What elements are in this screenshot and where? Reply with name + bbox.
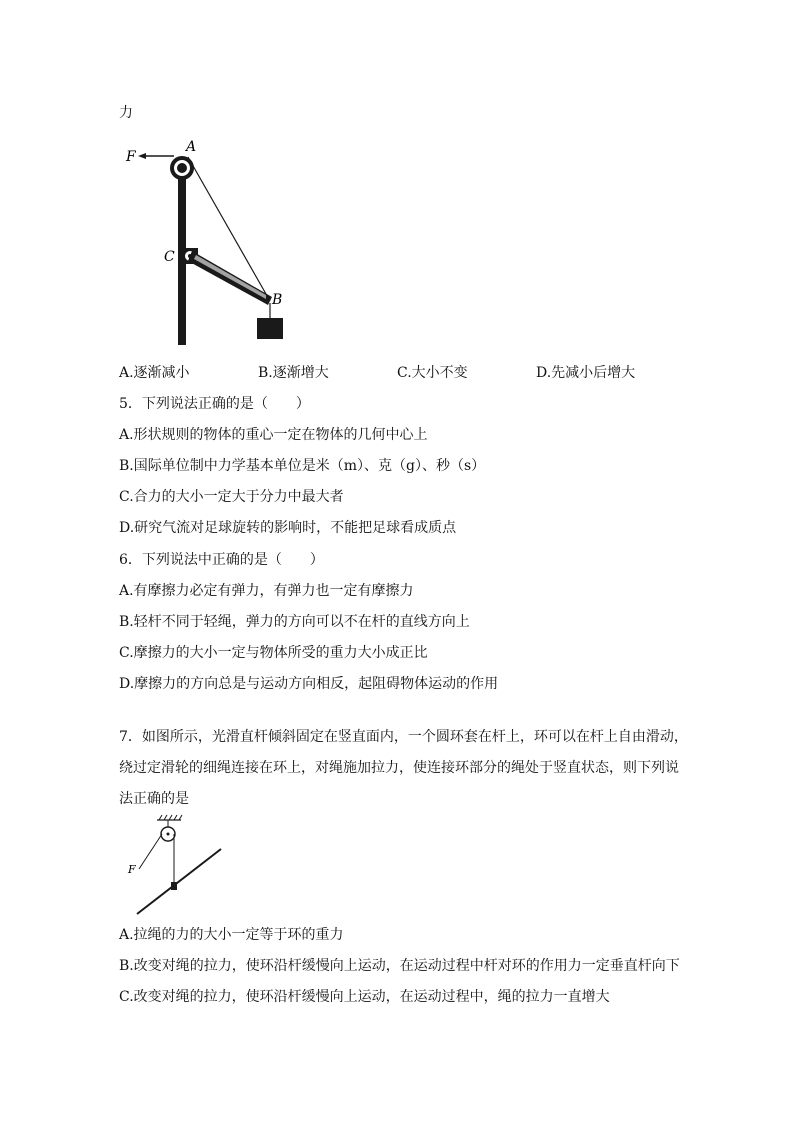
q7-stem-line-3: 法正确的是 <box>119 791 189 807</box>
q7-stem-line-2: 绕过定滑轮的细绳连接在环上，对绳施加拉力，使连接环部分的绳处于竖直状态，则下列说 <box>119 760 679 776</box>
label-a: A <box>186 139 197 155</box>
q4-option-b[interactable]: B.逐渐增大 <box>258 365 329 381</box>
q5-option-d[interactable]: D.研究气流对足球旋转的影响时，不能把足球看成质点 <box>119 520 457 536</box>
inclined-rod <box>137 849 221 914</box>
label-f: F <box>128 863 136 876</box>
q5-option-b[interactable]: B.国际单位制中力学基本单位是米（m）、克（g）、秒（s） <box>119 458 486 474</box>
label-c: C <box>164 249 175 265</box>
q7-option-b[interactable]: B.改变对绳的拉力，使环沿杆缓慢向上运动，在运动过程中杆对环的作用力一定垂直杆向下 <box>119 958 680 974</box>
q6-stem: 6．下列说法中正确的是（ ） <box>119 552 324 568</box>
q6-option-b[interactable]: B.轻杆不同于轻绳，弹力的方向可以不在杆的直线方向上 <box>119 614 470 630</box>
q7-option-a[interactable]: A.拉绳的力的大小一定等于环的重力 <box>119 927 344 943</box>
label-b: B <box>272 292 283 308</box>
q4-figure <box>120 135 295 350</box>
q6-option-a[interactable]: A.有摩擦力必定有弹力，有弹力也一定有摩擦力 <box>119 583 414 599</box>
q6-option-c[interactable]: C.摩擦力的大小一定与物体所受的重力大小成正比 <box>119 645 428 661</box>
q7-option-c[interactable]: C.改变对绳的拉力，使环沿杆缓慢向上运动，在运动过程中，绳的拉力一直增大 <box>119 989 610 1005</box>
q4-option-d[interactable]: D.先减小后增大 <box>536 365 636 381</box>
q5-stem: 5．下列说法正确的是（ ） <box>119 396 310 412</box>
q5-option-a[interactable]: A.形状规则的物体的重心一定在物体的几何中心上 <box>119 427 428 443</box>
ring <box>171 882 177 890</box>
q4-option-c[interactable]: C.大小不变 <box>397 365 468 381</box>
q4-prefix: 力 <box>119 105 133 121</box>
rope-pull <box>139 834 162 869</box>
hanging-weight <box>257 318 283 339</box>
q4-option-a[interactable]: A.逐渐减小 <box>119 365 190 381</box>
q5-option-c[interactable]: C.合力的大小一定大于分力中最大者 <box>119 489 344 505</box>
q6-option-d[interactable]: D.摩擦力的方向总是与运动方向相反，起阻碍物体运动的作用 <box>119 676 499 692</box>
q7-stem-line-1: 7．如图所示，光滑直杆倾斜固定在竖直面内，一个圆环套在杆上，环可以在杆上自由滑动， <box>119 729 688 745</box>
label-f: F <box>126 149 136 165</box>
q7-figure <box>125 812 225 918</box>
